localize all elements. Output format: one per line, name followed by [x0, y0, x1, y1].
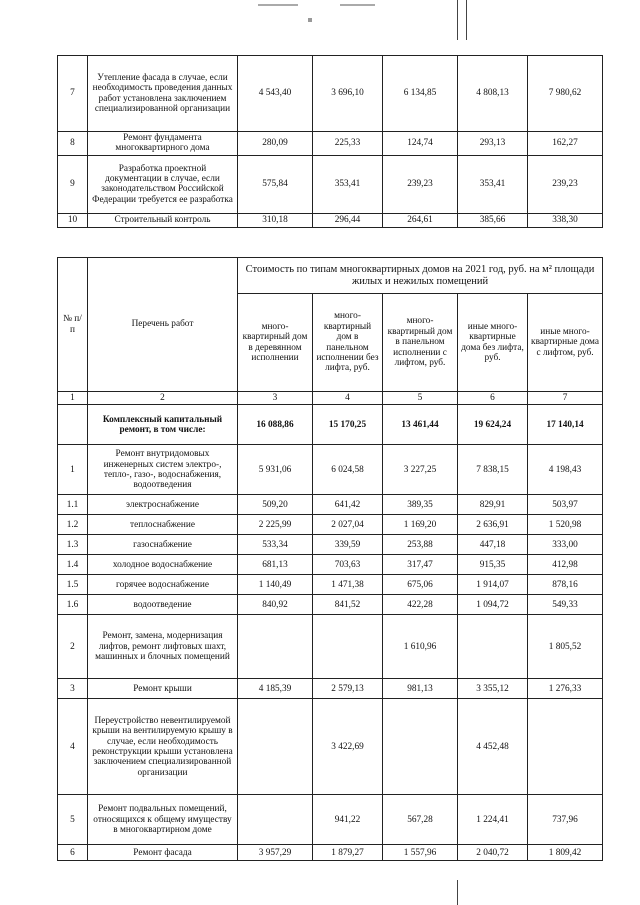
row-name: Ремонт крыши [88, 679, 238, 699]
row-name: электроснабжение [88, 495, 238, 515]
row-value: 1 094,72 [458, 595, 528, 615]
row-value: 225,33 [313, 132, 383, 156]
row-number: 1.1 [58, 495, 88, 515]
row-name: Комплексный капитальный ремонт, в том числе: [88, 405, 238, 445]
row-number: 2 [58, 615, 88, 679]
row-name: газоснабжение [88, 535, 238, 555]
column-number: 3 [238, 392, 313, 405]
row-name: Строительный контроль [88, 213, 238, 227]
row-value: 1 879,27 [313, 845, 383, 861]
row-value: 2 579,13 [313, 679, 383, 699]
col-num-header: № п/п [58, 258, 88, 392]
column-number: 7 [528, 392, 603, 405]
row-value: 7 838,15 [458, 445, 528, 495]
row-number: 1.4 [58, 555, 88, 575]
row-name: Утепление фасада в случае, если необходимость проведения данных работ установлена заключением специализированной организации [88, 56, 238, 132]
row-name: теплоснабжение [88, 515, 238, 535]
row-value: 1 914,07 [458, 575, 528, 595]
table-row [58, 405, 603, 445]
row-value: 1 140,49 [238, 575, 313, 595]
row-value: 503,97 [528, 495, 603, 515]
table-row [58, 445, 603, 495]
row-value: 841,52 [313, 595, 383, 615]
row-value: 840,92 [238, 595, 313, 615]
row-value: 253,88 [383, 535, 458, 555]
row-value [238, 699, 313, 795]
row-number [58, 405, 88, 445]
row-number: 9 [58, 155, 88, 213]
row-number: 1 [58, 445, 88, 495]
table-row [58, 795, 603, 845]
table-row [58, 535, 603, 555]
row-value: 1 224,41 [458, 795, 528, 845]
row-value: 333,00 [528, 535, 603, 555]
row-value: 7 980,62 [528, 56, 603, 132]
row-number: 5 [58, 795, 88, 845]
row-name: горячее водоснабжение [88, 575, 238, 595]
row-value: 533,34 [238, 535, 313, 555]
row-value [458, 615, 528, 679]
col-works-header: Перечень работ [88, 258, 238, 392]
row-value: 4 543,40 [238, 56, 313, 132]
main-table [57, 257, 603, 861]
column-number: 1 [58, 392, 88, 405]
row-value: 13 461,44 [383, 405, 458, 445]
row-value: 19 624,24 [458, 405, 528, 445]
row-value: 15 170,25 [313, 405, 383, 445]
row-value: 447,18 [458, 535, 528, 555]
row-value: 878,16 [528, 575, 603, 595]
scan-artifact [466, 0, 467, 40]
row-value: 339,59 [313, 535, 383, 555]
house-type-header: много-квартирный дом в панельном исполнении без лифта, руб. [313, 294, 383, 392]
row-value: 3 696,10 [313, 56, 383, 132]
row-name: Ремонт, замена, модернизация лифтов, ремонт лифтовых шахт, машинных и блочных помещений [88, 615, 238, 679]
row-value: 124,74 [383, 132, 458, 156]
row-value [238, 795, 313, 845]
table-row [58, 575, 603, 595]
row-value: 310,18 [238, 213, 313, 227]
table-row [58, 699, 603, 795]
table-row [58, 845, 603, 861]
house-type-header: иные много-квартирные дома с лифтом, руб. [528, 294, 603, 392]
row-name: водоотведение [88, 595, 238, 615]
row-name: Ремонт фасада [88, 845, 238, 861]
row-value: 4 452,48 [458, 699, 528, 795]
row-value: 17 140,14 [528, 405, 603, 445]
row-name: Ремонт внутридомовых инженерных систем электро-, тепло-, газо-, водоснабжения, водоотведения [88, 445, 238, 495]
house-type-header: иные много-квартирные дома без лифта, руб. [458, 294, 528, 392]
row-value: 4 185,39 [238, 679, 313, 699]
row-value: 941,22 [313, 795, 383, 845]
row-number: 8 [58, 132, 88, 156]
row-value: 641,42 [313, 495, 383, 515]
row-value: 1 471,38 [313, 575, 383, 595]
row-value: 681,13 [238, 555, 313, 575]
column-number: 2 [88, 392, 238, 405]
row-value: 239,23 [383, 155, 458, 213]
row-value: 509,20 [238, 495, 313, 515]
row-value [383, 699, 458, 795]
scan-artifact [308, 18, 312, 22]
row-number: 1.3 [58, 535, 88, 555]
row-number: 1.2 [58, 515, 88, 535]
row-value: 6 024,58 [313, 445, 383, 495]
row-value: 280,09 [238, 132, 313, 156]
row-value: 1 520,98 [528, 515, 603, 535]
column-number: 4 [313, 392, 383, 405]
row-value: 737,96 [528, 795, 603, 845]
row-value: 3 422,69 [313, 699, 383, 795]
row-value: 4 198,43 [528, 445, 603, 495]
house-type-header: много-квартирный дом в панельном исполнении с лифтом, руб. [383, 294, 458, 392]
row-number: 1.6 [58, 595, 88, 615]
row-value: 389,35 [383, 495, 458, 515]
row-value: 675,06 [383, 575, 458, 595]
row-value: 353,41 [313, 155, 383, 213]
row-number: 6 [58, 845, 88, 861]
row-value: 3 355,12 [458, 679, 528, 699]
row-value: 296,44 [313, 213, 383, 227]
row-value: 1 276,33 [528, 679, 603, 699]
row-value: 575,84 [238, 155, 313, 213]
row-value: 16 088,86 [238, 405, 313, 445]
table-row [58, 56, 603, 132]
row-name: Переустройство невентилируемой крыши на вентилируемую крышу в случае, если необходимость реконструкции крыши установлена заключением специализированной организации [88, 699, 238, 795]
row-name: Разработка проектной документации в случае, если законодательством Российской Федерации требуется ее разработка [88, 155, 238, 213]
row-value: 1 557,96 [383, 845, 458, 861]
row-value: 567,28 [383, 795, 458, 845]
row-value [528, 699, 603, 795]
row-number: 10 [58, 213, 88, 227]
row-value [238, 615, 313, 679]
row-number: 3 [58, 679, 88, 699]
row-value: 1 610,96 [383, 615, 458, 679]
row-value: 1 805,52 [528, 615, 603, 679]
top-table [57, 55, 603, 228]
row-value: 3 957,29 [238, 845, 313, 861]
row-value: 2 225,99 [238, 515, 313, 535]
table-row [58, 515, 603, 535]
scan-artifact [457, 0, 458, 40]
row-value: 5 931,06 [238, 445, 313, 495]
row-value: 385,66 [458, 213, 528, 227]
row-value: 264,61 [383, 213, 458, 227]
table-row [58, 132, 603, 156]
table-row [58, 595, 603, 615]
row-value: 2 040,72 [458, 845, 528, 861]
row-name: Ремонт фундамента многоквартирного дома [88, 132, 238, 156]
cost-header: Стоимость по типам многоквартирных домов на 2021 год, руб. на м² площади жилых и нежилых помещений [238, 258, 603, 294]
row-value: 915,35 [458, 555, 528, 575]
table-row [58, 679, 603, 699]
table-row [58, 495, 603, 515]
row-value [313, 615, 383, 679]
row-value: 703,63 [313, 555, 383, 575]
table-row [58, 615, 603, 679]
row-value: 1 169,20 [383, 515, 458, 535]
table-row [58, 555, 603, 575]
row-value: 4 808,13 [458, 56, 528, 132]
row-value: 353,41 [458, 155, 528, 213]
row-value: 981,13 [383, 679, 458, 699]
row-value: 239,23 [528, 155, 603, 213]
row-value: 829,91 [458, 495, 528, 515]
scan-artifact [340, 4, 375, 6]
row-value: 3 227,25 [383, 445, 458, 495]
row-value: 338,30 [528, 213, 603, 227]
row-value: 412,98 [528, 555, 603, 575]
row-value: 1 809,42 [528, 845, 603, 861]
row-name: холодное водоснабжение [88, 555, 238, 575]
row-value: 162,27 [528, 132, 603, 156]
row-value: 2 027,04 [313, 515, 383, 535]
table-row [58, 213, 603, 227]
column-number: 6 [458, 392, 528, 405]
table-row [58, 155, 603, 213]
row-number: 4 [58, 699, 88, 795]
house-type-header: много-квартирный дом в деревянном исполнении [238, 294, 313, 392]
row-name: Ремонт подвальных помещений, относящихся к общему имуществу в многоквартирном доме [88, 795, 238, 845]
row-value: 6 134,85 [383, 56, 458, 132]
row-value: 422,28 [383, 595, 458, 615]
row-value: 293,13 [458, 132, 528, 156]
scan-artifact [457, 880, 458, 905]
row-value: 549,33 [528, 595, 603, 615]
row-number: 7 [58, 56, 88, 132]
column-number: 5 [383, 392, 458, 405]
row-value: 2 636,91 [458, 515, 528, 535]
scan-artifact [258, 4, 298, 6]
row-value: 317,47 [383, 555, 458, 575]
row-number: 1.5 [58, 575, 88, 595]
